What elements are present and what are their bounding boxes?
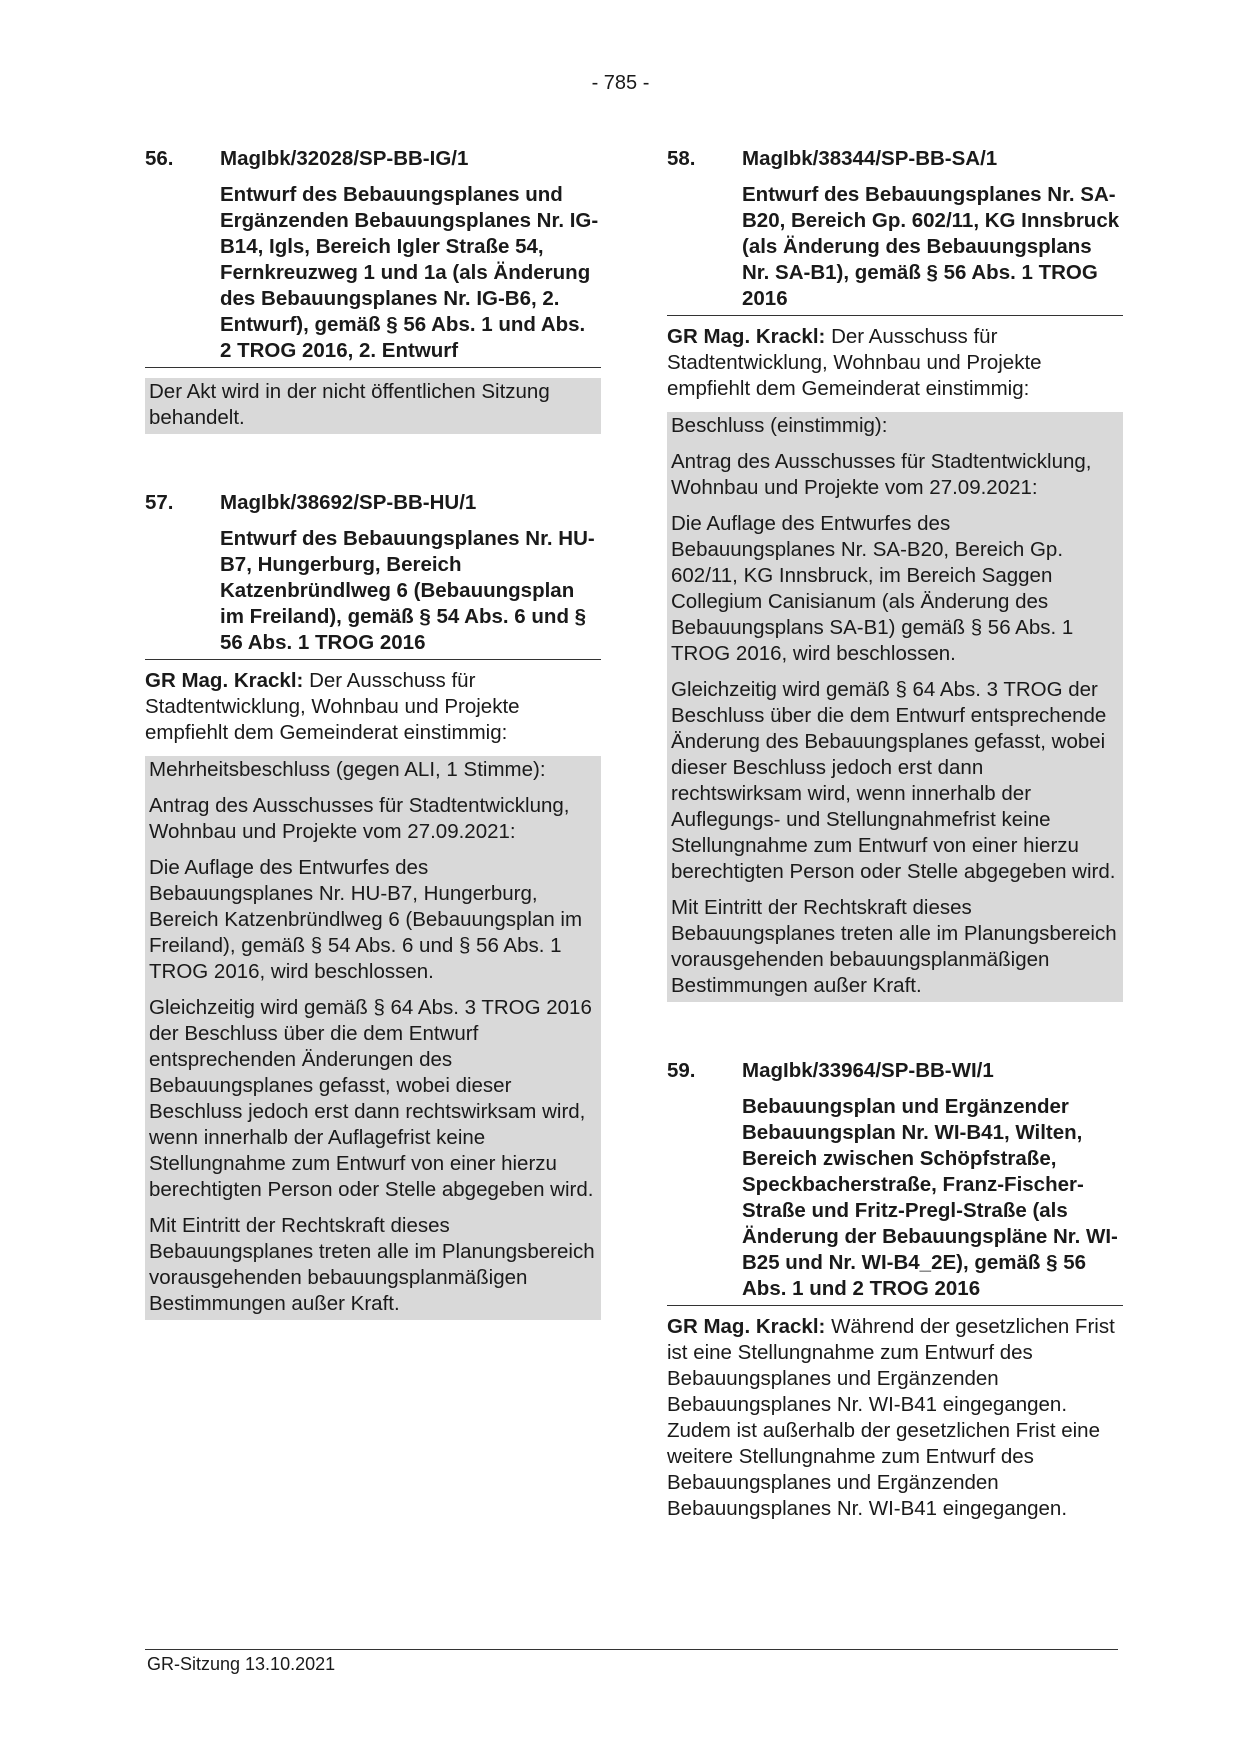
motion-heading: Antrag des Ausschusses für Stadtentwicklung, Wohnbau und Projekte vom 27.09.2021: xyxy=(671,450,1092,499)
motion-heading: Antrag des Ausschusses für Stadtentwicklung, Wohnbau und Projekte vom 27.09.2021: xyxy=(149,794,570,843)
motion-text: Mit Eintritt der Rechtskraft dieses Bebauungsplanes treten alle im Planungsbereich vorausgehenden bebauungsplanmäßigen Bestimmungen außer Kraft. xyxy=(671,896,1117,997)
item-number: 57. xyxy=(145,491,174,514)
agenda-item-57 xyxy=(145,490,601,1320)
item-title: Bebauungsplan und Ergänzender Bebauungsplan Nr. WI-B41, Wilten, Bereich zwischen Schöpfstraße, Speckbacherstraße, Franz-Fischer-Straße und Fritz-Pregl-Straße (als Änderung der Bebauungspläne Nr. WI-B25 und Nr. WI-B4_2E), gemäß § 56 Abs. 1 und 2 TROG 2016 xyxy=(742,1095,1118,1300)
motion-text: Gleichzeitig wird gemäß § 64 Abs. 3 TROG 2016 der Beschluss über die dem Entwurf entsprechenden Änderungen des Bebauungsplanes gefasst, wobei dieser Beschluss jedoch erst dann rechtswirksam wird, wenn innerhalb der Auflagefrist keine Stellungnahme zum Entwurf von einer hierzu berechtigten Person oder Stelle abgegeben wird. xyxy=(149,996,594,1201)
motion-text: Gleichzeitig wird gemäß § 64 Abs. 3 TROG der Beschluss über die dem Entwurf entsprechende Änderung des Bebauungsplanes gefasst, wobei dieser Beschluss jedoch erst dann rechtswirksam wird, wenn innerhalb der Auflegungs- und Stellungnahmefrist keine Stellungnahme zum Entwurf von einer hierzu berechtigten Person oder Stelle abgegeben wird. xyxy=(671,678,1116,883)
item-code: MagIbk/33964/SP-BB-WI/1 xyxy=(742,1059,994,1082)
item-title: Entwurf des Bebauungsplanes und Ergänzenden Bebauungsplanes Nr. IG-B14, Igls, Bereich Igler Straße 54, Fernkreuzweg 1 und 1a (als Änderung des Bebauungsplanes Nr. IG-B6, 2. Entwurf), gemäß § 56 Abs. 1 und Abs. 2 TROG 2016, 2. Entwurf xyxy=(220,183,599,362)
divider xyxy=(667,315,1123,316)
agenda-item-59 xyxy=(667,1058,1123,1522)
item-number: 56. xyxy=(145,147,174,170)
item-title: Entwurf des Bebauungsplanes Nr. HU-B7, Hungerburg, Bereich Katzenbründlweg 6 (Bebauungsplan im Freiland), gemäß § 54 Abs. 6 und § 56 Abs. 1 TROG 2016 xyxy=(220,527,595,654)
speaker-text: Der Ausschuss für Stadtentwicklung, Wohnbau und Projekte empfiehlt dem Gemeinderat einstimmig: xyxy=(145,669,520,744)
speaker-name: GR Mag. Krackl: xyxy=(145,669,304,692)
speaker-paragraph xyxy=(667,1314,1123,1522)
item-code: MagIbk/38344/SP-BB-SA/1 xyxy=(742,147,998,170)
divider xyxy=(145,367,601,368)
decision-box xyxy=(145,378,601,434)
item-number: 59. xyxy=(667,1059,696,1082)
speaker-text: Der Ausschuss für Stadtentwicklung, Wohnbau und Projekte empfiehlt dem Gemeinderat einstimmig: xyxy=(667,325,1042,400)
agenda-item-58 xyxy=(667,146,1123,1002)
motion-text: Die Auflage des Entwurfes des Bebauungsplanes Nr. HU-B7, Hungerburg, Bereich Katzenbründlweg 6 (Bebauungsplan im Freiland), gemäß § 54 Abs. 6 und § 56 Abs. 1 TROG 2016, wird beschlossen. xyxy=(149,856,583,983)
item-title: Entwurf des Bebauungsplanes Nr. SA-B20, Bereich Gp. 602/11, KG Innsbruck (als Änderung des Bebauungsplans Nr. SA-B1), gemäß § 56 Abs. 1 TROG 2016 xyxy=(742,183,1120,310)
right-column xyxy=(667,146,1123,1522)
footer-text: GR-Sitzung 13.10.2021 xyxy=(147,1654,336,1674)
decision-type: Beschluss (einstimmig): xyxy=(671,414,888,437)
item-code: MagIbk/38692/SP-BB-HU/1 xyxy=(220,491,477,514)
decision-box xyxy=(145,756,601,1320)
page-number: - 785 - xyxy=(591,72,650,94)
item-code: MagIbk/32028/SP-BB-IG/1 xyxy=(220,147,469,170)
speaker-text: Während der gesetzlichen Frist ist eine Stellungnahme zum Entwurf des Bebauungsplanes und Ergänzenden Bebauungsplanes Nr. WI-B41 eingegangen. Zudem ist außerhalb der gesetzlichen Frist eine weitere Stellungnahme zum Entwurf des Bebauungsplanes und Ergänzenden Bebauungsplanes Nr. WI-B41 eingegangen. xyxy=(667,1315,1115,1520)
divider xyxy=(145,659,601,660)
decision-box xyxy=(667,412,1123,1002)
footer-divider xyxy=(145,1649,1118,1650)
speaker-paragraph xyxy=(667,324,1123,402)
note-text: Der Akt wird in der nicht öffentlichen Sitzung behandelt. xyxy=(149,380,550,429)
item-number: 58. xyxy=(667,147,696,170)
motion-text: Die Auflage des Entwurfes des Bebauungsplanes Nr. SA-B20, Bereich Gp. 602/11, KG Innsbruck, im Bereich Saggen Collegium Canisianum (als Änderung des Bebauungsplans SA-B1) gemäß § 56 Abs. 1 TROG 2016, wird beschlossen. xyxy=(671,512,1074,665)
divider xyxy=(667,1305,1123,1306)
left-column xyxy=(145,146,601,1320)
agenda-item-56 xyxy=(145,146,601,434)
decision-type: Mehrheitsbeschluss (gegen ALI, 1 Stimme): xyxy=(149,758,546,781)
motion-text: Mit Eintritt der Rechtskraft dieses Bebauungsplanes treten alle im Planungsbereich vorausgehenden bebauungsplanmäßigen Bestimmungen außer Kraft. xyxy=(149,1214,595,1315)
speaker-paragraph xyxy=(145,668,601,746)
speaker-name: GR Mag. Krackl: xyxy=(667,1315,826,1338)
speaker-name: GR Mag. Krackl: xyxy=(667,325,826,348)
